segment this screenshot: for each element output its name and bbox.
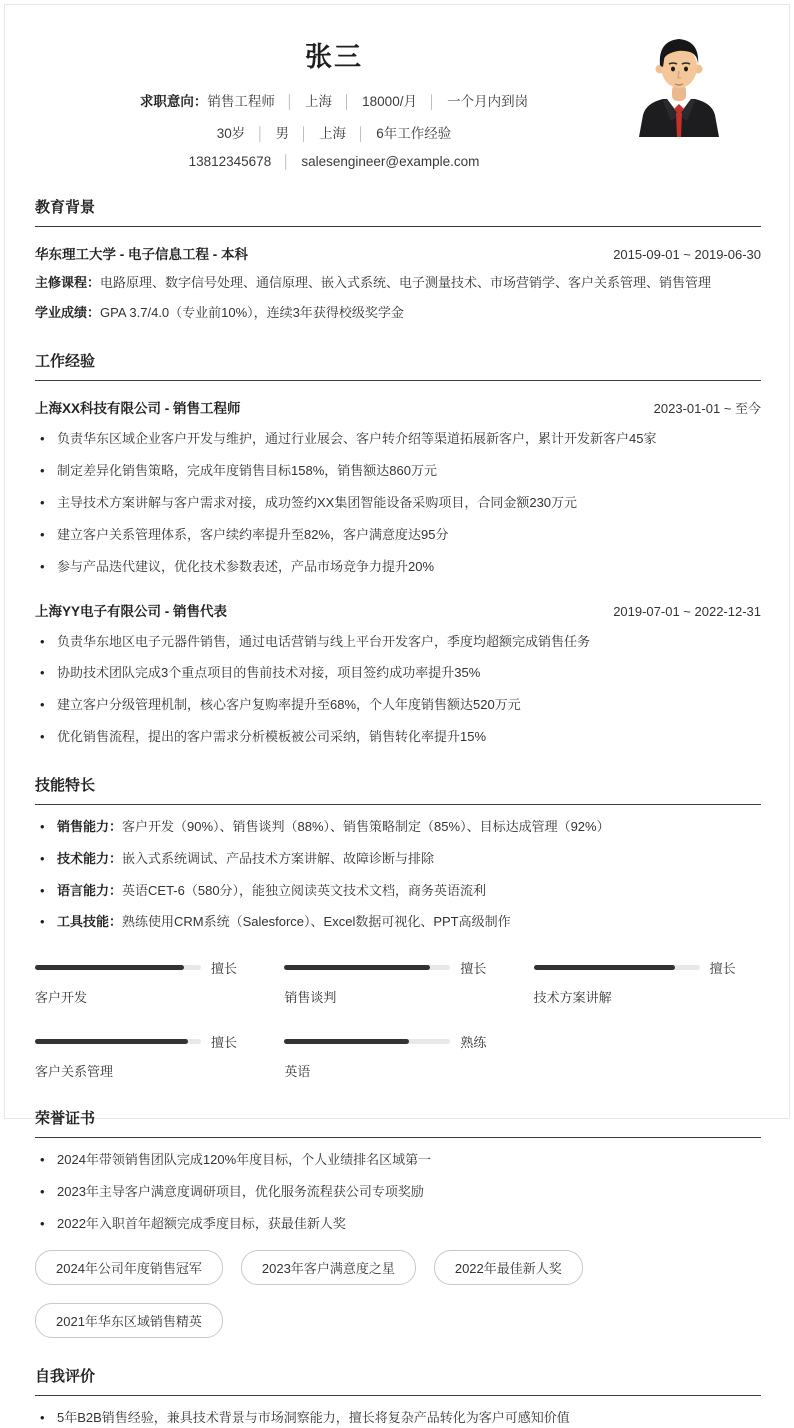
skill-bar-track [284, 1039, 450, 1044]
section-honors [35, 1107, 761, 1338]
skill-bar [284, 958, 511, 1006]
honor-bullet-text: 2023年主导客户满意度调研项目，优化服务流程获公司专项奖励 [57, 1184, 424, 1200]
bullet-dot: • [40, 1152, 45, 1168]
job-bullet-text: 协助技术团队完成3个重点项目的售前技术对接，项目签约成功率提升35% [57, 665, 481, 681]
skill-label: 技术能力： [57, 850, 123, 866]
job-bullet-text: 参与产品迭代建议，优化技术参数表述，产品市场竞争力提升20% [57, 558, 435, 574]
skill-bullet [35, 882, 761, 901]
honor-bullet-text: 2022年入职首年超额完成季度目标，获最佳新人奖 [57, 1215, 346, 1231]
education-gpa-row [35, 303, 761, 323]
courses-text: 电路原理、数字信号处理、通信原理、嵌入式系统、电子测量技术、市场营销学、客户关系管理、销售管理 [100, 275, 712, 290]
skill-bullet-text [57, 913, 511, 932]
honor-badge: 2021年华东区域销售精英 [35, 1303, 223, 1338]
section-title-skills: 技能特长 [35, 774, 761, 805]
skill-level-label: 擅长 [211, 1035, 238, 1051]
avatar-illustration [633, 31, 725, 137]
job-bullet-text: 建立客户关系管理体系，客户续约率提升至82%，客户满意度达95分 [57, 526, 449, 542]
company-position-line: 上海YY电子有限公司 - 销售代表 [35, 603, 228, 619]
job-intent-label: 求职意向： [139, 94, 208, 109]
email-address: salesengineer@example.com [301, 154, 480, 169]
job-bullet [35, 728, 761, 747]
job-bullet [35, 494, 761, 513]
contact-info-line [35, 154, 633, 169]
skill-bar-track [35, 1039, 201, 1044]
education-courses-row [35, 273, 761, 293]
job-bullet-text: 制定差异化销售策略，完成年度销售目标158%，销售额达860万元 [57, 463, 437, 479]
job-bullet-text: 主导技术方案讲解与客户需求对接，成功签约XX集团智能设备采购项目，合同金额230万元 [57, 494, 578, 510]
bullet-dot: • [40, 665, 45, 681]
resume-header [35, 27, 761, 169]
bullet-dot: • [40, 633, 45, 649]
skill-bar-name: 客户关系管理 [35, 1064, 114, 1080]
bullet-dot: • [40, 526, 45, 542]
phone-number: 13812345678 [188, 154, 272, 169]
skill-bar-fill [35, 965, 184, 970]
skill-bar-fill [284, 965, 430, 970]
skill-bar-fill [35, 1039, 188, 1044]
skill-bar [35, 1032, 262, 1080]
skill-label: 销售能力： [57, 818, 123, 834]
skill-bar-fill [534, 965, 675, 970]
honor-badge: 2022年最佳新人奖 [434, 1250, 583, 1285]
job-bullet [35, 664, 761, 683]
job-bullet-text: 负责华东区域企业客户开发与维护，通过行业展会、客户转介绍等渠道拓展新客户，累计开发新客户45家 [57, 431, 657, 447]
job-entry [35, 397, 761, 576]
skill-bar-track [534, 965, 700, 970]
separator: │ [282, 154, 291, 169]
job-bullet-list [35, 633, 761, 747]
resume-sheet [4, 4, 790, 1425]
honor-badge: 2024年公司年度销售冠军 [35, 1250, 223, 1285]
honor-bullet [35, 1215, 761, 1234]
summary-bullet [35, 1409, 761, 1428]
intent-availability: 一个月内到岗 [447, 94, 529, 109]
gpa-text: GPA 3.7/4.0（专业前10%），连续3年获得校级奖学金 [100, 305, 404, 321]
education-date-range: 2015-09-01 ~ 2019-06-30 [613, 247, 761, 262]
separator: │ [285, 94, 295, 109]
skill-bar [534, 958, 761, 1006]
skill-level-label: 擅长 [211, 961, 238, 977]
bullet-dot: • [40, 697, 45, 713]
summary-bullet-list [35, 1409, 761, 1428]
skill-text: 熟练使用CRM系统（Salesforce）、Excel数据可视化、PPT高级制作 [122, 914, 511, 930]
skill-bullet-text [57, 850, 434, 869]
job-date-range: 2019-07-01 ~ 2022-12-31 [613, 603, 761, 619]
section-title-honors: 荣誉证书 [35, 1107, 761, 1138]
bullet-dot: • [40, 494, 45, 510]
section-summary [35, 1365, 761, 1428]
honor-bullet [35, 1151, 761, 1170]
job-bullet-text: 负责华东地区电子元器件销售，通过电话营销与线上平台开发客户，季度均超额完成销售任务 [57, 633, 591, 649]
job-bullet [35, 430, 761, 449]
skill-bar-track [284, 965, 450, 970]
skills-bullet-list [35, 818, 761, 932]
bullet-dot: • [40, 431, 45, 447]
city: 上海 [319, 126, 347, 141]
skill-bar [284, 1032, 511, 1080]
bullet-dot: • [40, 882, 45, 898]
skill-level-label: 熟练 [460, 1035, 487, 1051]
skill-bars-grid [35, 958, 761, 1080]
skill-bullet [35, 913, 761, 932]
section-title-education: 教育背景 [35, 196, 761, 227]
honor-bullet [35, 1183, 761, 1202]
bullet-dot: • [40, 1409, 45, 1425]
skill-label: 语言能力： [57, 882, 123, 898]
skill-bar-name: 销售谈判 [284, 990, 337, 1006]
job-date-range: 2023-01-01 ~ 至今 [653, 401, 761, 417]
honors-bullet-list [35, 1151, 761, 1234]
job-bullet [35, 526, 761, 545]
separator: │ [299, 126, 309, 141]
profile-photo [633, 31, 725, 137]
skill-level-label: 擅长 [709, 961, 736, 977]
gpa-label: 学业成绩： [35, 305, 101, 321]
skill-bullet-text [57, 882, 486, 901]
bullet-dot: • [40, 1184, 45, 1200]
skill-label: 工具技能： [57, 914, 123, 930]
skill-bar-track [35, 965, 201, 970]
job-bullet [35, 558, 761, 577]
skill-level-label: 擅长 [460, 961, 487, 977]
skill-bar-fill [284, 1039, 409, 1044]
bullet-dot: • [40, 914, 45, 930]
job-bullet [35, 462, 761, 481]
skill-bar-name: 英语 [284, 1064, 311, 1080]
intent-position: 销售工程师 [207, 94, 275, 109]
bullet-dot: • [40, 1215, 45, 1231]
age: 30岁 [216, 126, 246, 141]
candidate-name: 张三 [305, 42, 363, 72]
separator: │ [343, 94, 352, 109]
section-experience [35, 350, 761, 747]
skill-text: 客户开发（90%）、销售谈判（88%）、销售策略制定（85%）、目标达成管理（92%） [122, 818, 610, 834]
intent-city: 上海 [305, 94, 333, 109]
bullet-dot: • [40, 818, 45, 834]
intent-salary: 18000/月 [362, 94, 417, 109]
bullet-dot: • [40, 850, 45, 866]
section-skills [35, 774, 761, 1080]
separator: │ [427, 94, 437, 109]
section-education [35, 196, 761, 323]
job-bullet-text: 优化销售流程，提出的客户需求分析模板被公司采纳，销售转化率提升15% [57, 729, 487, 745]
school-degree-line: 华东理工大学 - 电子信息工程 - 本科 [35, 247, 248, 262]
honor-badge: 2023年客户满意度之星 [241, 1250, 416, 1285]
skill-text: 英语CET-6（580分），能独立阅读英文技术文档，商务英语流利 [122, 882, 487, 898]
skill-bullet-text [57, 818, 610, 837]
separator: │ [256, 126, 265, 141]
separator: │ [357, 126, 366, 141]
honor-badges-row [35, 1250, 761, 1338]
job-entry [35, 600, 761, 747]
bullet-dot: • [40, 558, 45, 574]
skill-text: 嵌入式系统调试、产品技术方案讲解、故障诊断与排除 [122, 850, 435, 866]
summary-bullet-text: 5年B2B销售经验，兼具技术背景与市场洞察能力，擅长将复杂产品转化为客户可感知价值 [57, 1409, 570, 1425]
job-bullet [35, 633, 761, 652]
bullet-dot: • [40, 463, 45, 479]
header-text-block [35, 27, 633, 169]
bullet-dot: • [40, 729, 45, 745]
courses-label: 主修课程： [35, 275, 101, 290]
skill-bar-name: 技术方案讲解 [533, 990, 612, 1006]
skill-bar [35, 958, 262, 1006]
skill-bar-name: 客户开发 [35, 990, 88, 1006]
personal-info-line [35, 122, 633, 142]
job-bullet [35, 696, 761, 715]
company-position-line: 上海XX科技有限公司 - 销售工程师 [35, 401, 241, 417]
skill-bullet [35, 818, 761, 837]
gender: 男 [275, 126, 289, 141]
experience-years: 6年工作经验 [376, 126, 452, 141]
job-bullet-text: 建立客户分级管理机制，核心客户复购率提升至68%，个人年度销售额达520万元 [57, 697, 521, 713]
section-title-experience: 工作经验 [35, 350, 761, 381]
job-intent-line [35, 90, 633, 110]
honor-bullet-text: 2024年带领销售团队完成120%年度目标，个人业绩排名区域第一 [57, 1152, 432, 1168]
job-bullet-list [35, 430, 761, 576]
section-title-summary: 自我评价 [35, 1365, 761, 1396]
skill-bullet [35, 850, 761, 869]
